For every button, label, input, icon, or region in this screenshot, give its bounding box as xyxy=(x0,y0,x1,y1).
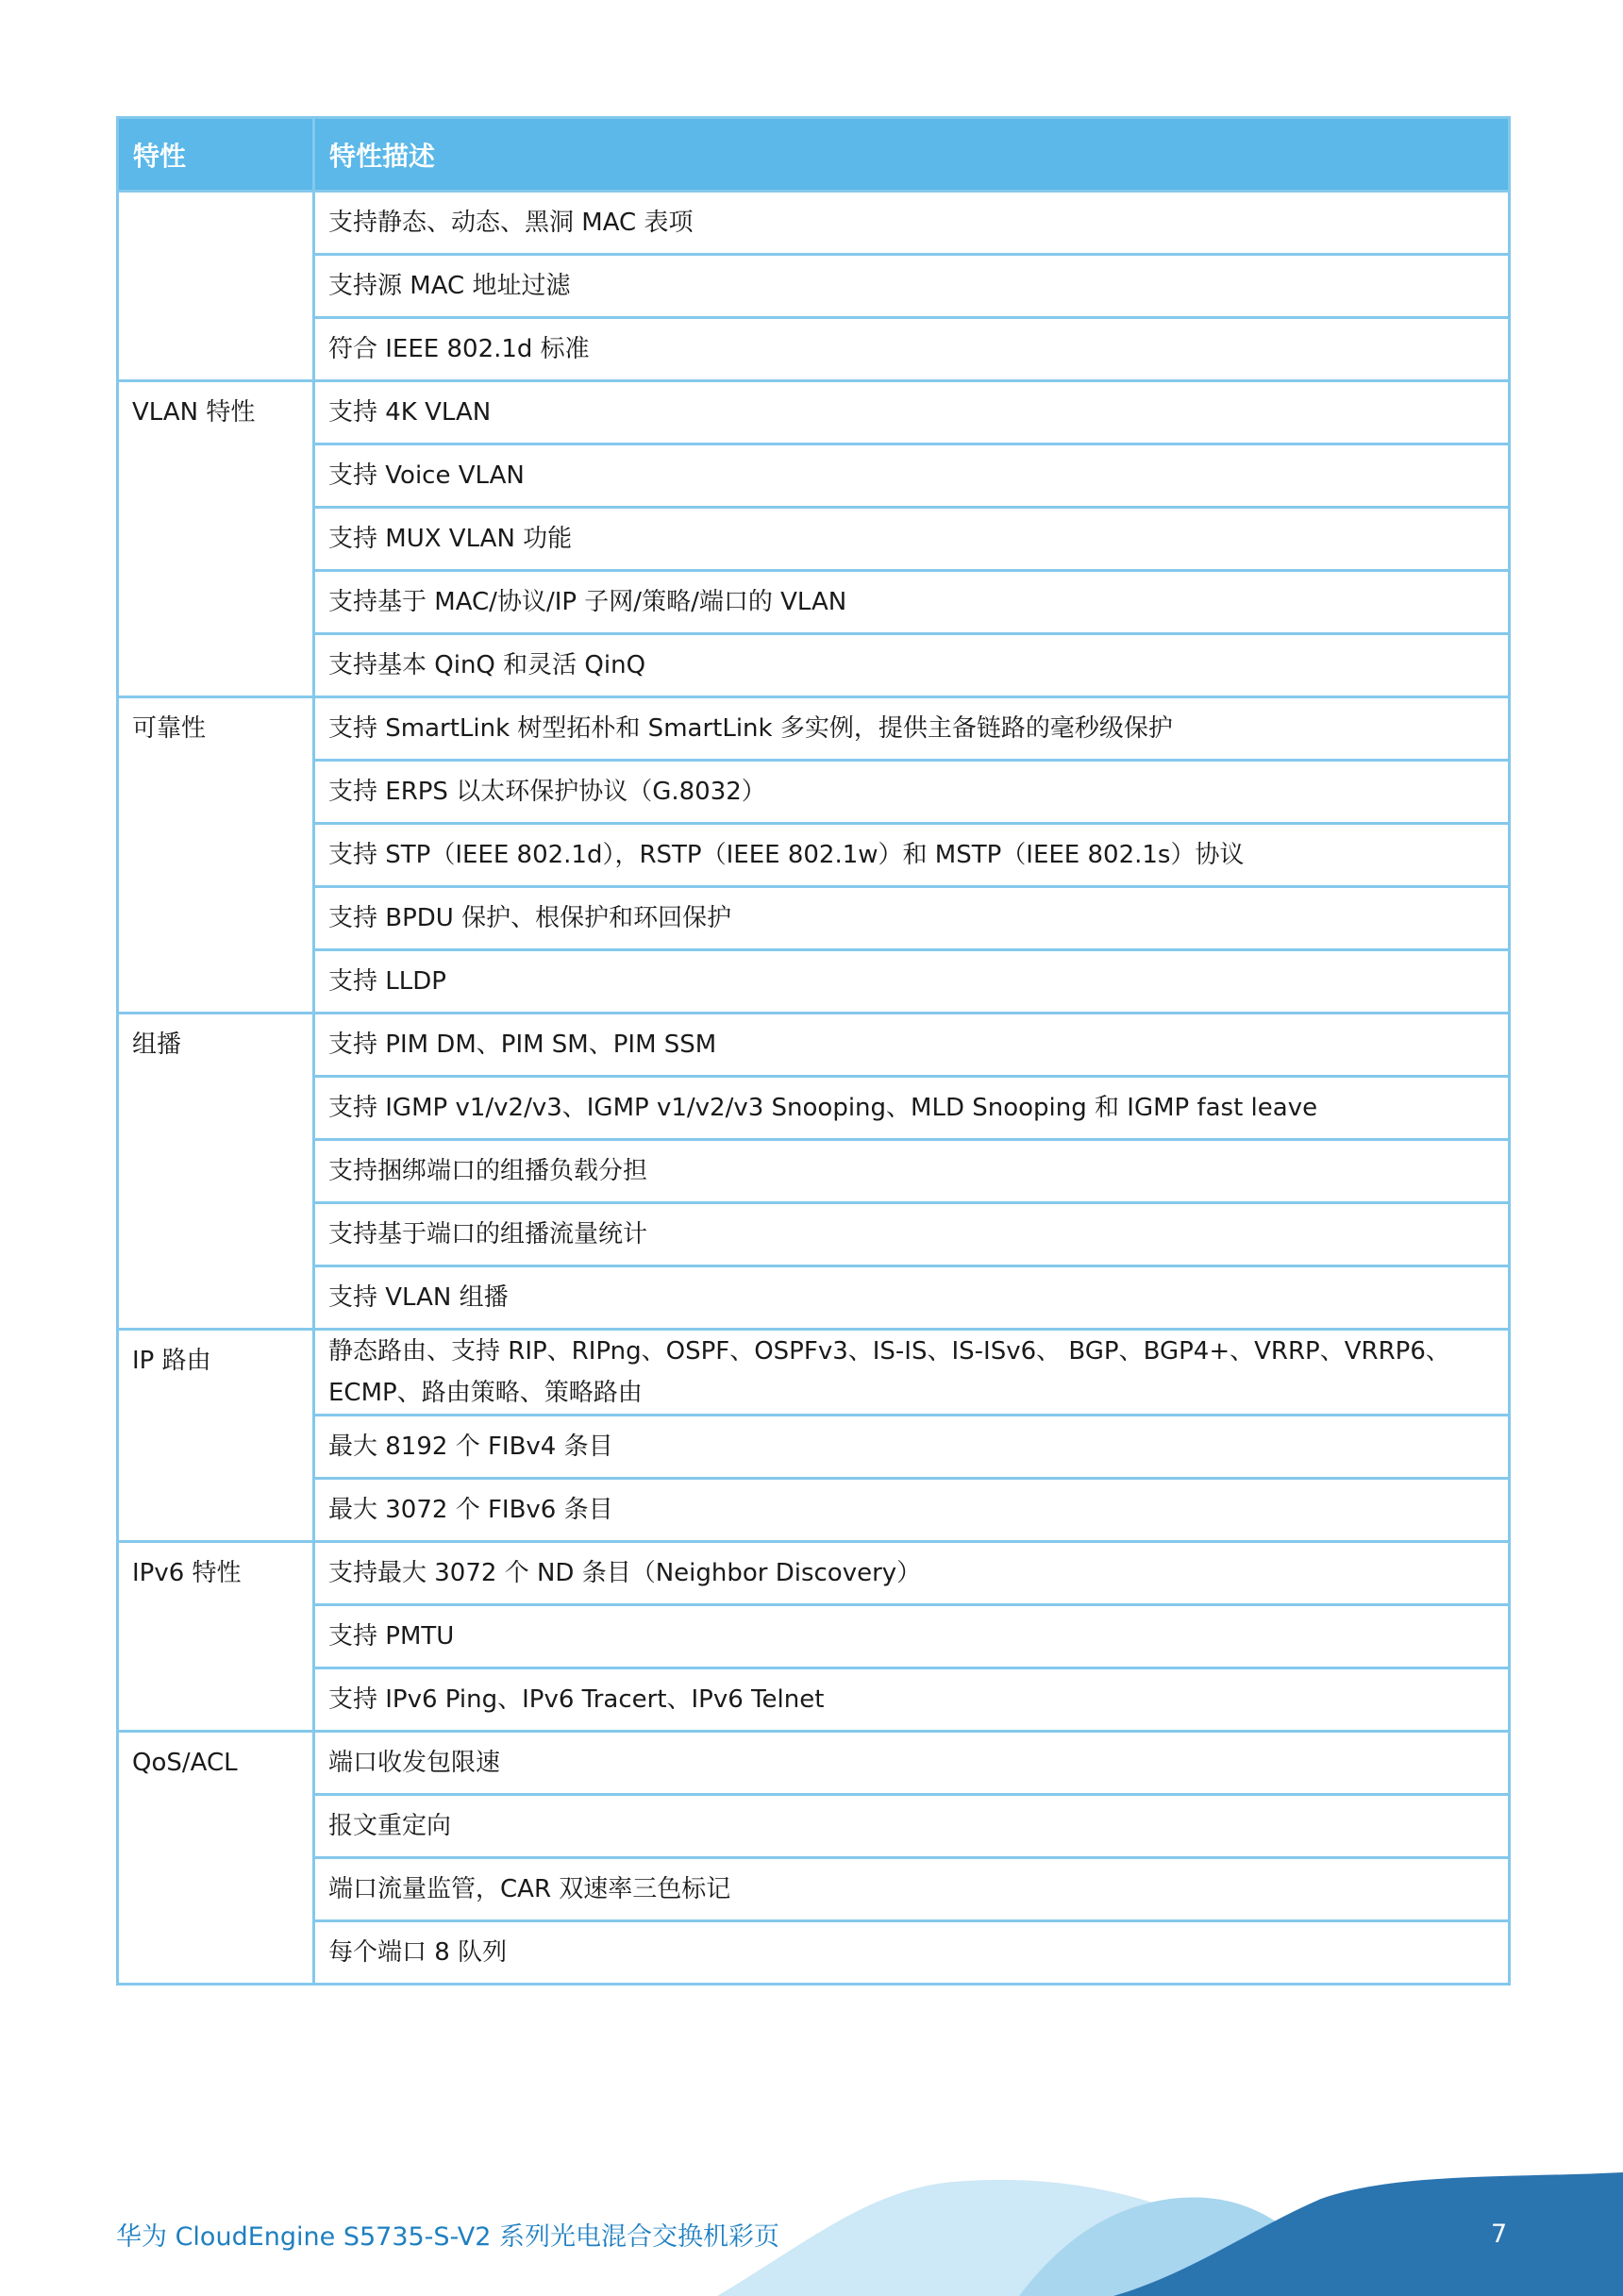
feature-description: 支持 SmartLink 树型拓朴和 SmartLink 多实例，提供主备链路的毫秒级保护 xyxy=(314,697,1510,761)
feature-description: 支持基本 QinQ 和灵活 QinQ xyxy=(314,634,1510,697)
feature-category xyxy=(118,192,314,381)
table-row xyxy=(118,1858,1510,1921)
feature-description: 端口收发包限速 xyxy=(314,1732,1510,1795)
table-row xyxy=(118,1921,1510,1985)
table-row xyxy=(118,571,1510,634)
feature-spec-table xyxy=(116,116,1511,1986)
feature-description: 报文重定向 xyxy=(314,1795,1510,1858)
feature-description: 支持 BPDU 保护、根保护和环回保护 xyxy=(314,887,1510,950)
table-row xyxy=(118,634,1510,697)
header-feature: 特性 xyxy=(118,118,314,192)
feature-description: 支持最大 3072 个 ND 条目（Neighbor Discovery） xyxy=(314,1542,1510,1605)
table-row xyxy=(118,950,1510,1014)
table-row xyxy=(118,1795,1510,1858)
table-row xyxy=(118,1266,1510,1330)
feature-category: 组播 xyxy=(118,1014,314,1330)
feature-description: 支持静态、动态、黑洞 MAC 表项 xyxy=(314,192,1510,255)
table-row xyxy=(118,255,1510,318)
feature-description: 支持 IPv6 Ping、IPv6 Tracert、IPv6 Telnet xyxy=(314,1668,1510,1732)
table-row xyxy=(118,1605,1510,1668)
feature-category: IP 路由 xyxy=(118,1330,314,1542)
page-number: 7 xyxy=(1491,2220,1508,2249)
feature-description: 支持 PMTU xyxy=(314,1605,1510,1668)
feature-description: 每个端口 8 队列 xyxy=(314,1921,1510,1985)
feature-description: 端口流量监管，CAR 双速率三色标记 xyxy=(314,1858,1510,1921)
table-row xyxy=(118,318,1510,381)
header-description: 特性描述 xyxy=(314,118,1510,192)
table-row xyxy=(118,1330,1510,1416)
feature-description: 支持 LLDP xyxy=(314,950,1510,1014)
table-row xyxy=(118,1014,1510,1077)
feature-description: 最大 8192 个 FIBv4 条目 xyxy=(314,1416,1510,1479)
table-row xyxy=(118,824,1510,887)
feature-description: 支持基于 MAC/协议/IP 子网/策略/端口的 VLAN xyxy=(314,571,1510,634)
table-row xyxy=(118,887,1510,950)
footer-document-title: 华为 CloudEngine S5735-S-V2 系列光电混合交换机彩页 xyxy=(116,2222,779,2252)
feature-description: 符合 IEEE 802.1d 标准 xyxy=(314,318,1510,381)
table-header-row xyxy=(118,118,1510,192)
feature-description: 支持 4K VLAN xyxy=(314,381,1510,444)
feature-description: 静态路由、支持 RIP、RIPng、OSPF、OSPFv3、IS-IS、IS-ISv6、 BGP、BGP4+、VRRP、VRRP6、ECMP、路由策略、策略路由 xyxy=(314,1330,1510,1416)
table-row xyxy=(118,1140,1510,1203)
feature-category: VLAN 特性 xyxy=(118,381,314,697)
feature-description: 支持基于端口的组播流量统计 xyxy=(314,1203,1510,1266)
table-row xyxy=(118,1479,1510,1542)
table-row xyxy=(118,444,1510,508)
table-row xyxy=(118,1416,1510,1479)
feature-category: 可靠性 xyxy=(118,697,314,1014)
table-row xyxy=(118,761,1510,824)
feature-description: 支持 VLAN 组播 xyxy=(314,1266,1510,1330)
feature-description: 最大 3072 个 FIBv6 条目 xyxy=(314,1479,1510,1542)
feature-description: 支持 ERPS 以太环保护协议（G.8032） xyxy=(314,761,1510,824)
feature-description: 支持 Voice VLAN xyxy=(314,444,1510,508)
table-row xyxy=(118,1077,1510,1140)
feature-description: 支持 STP（IEEE 802.1d），RSTP（IEEE 802.1w）和 MSTP（IEEE 802.1s）协议 xyxy=(314,824,1510,887)
feature-description: 支持源 MAC 地址过滤 xyxy=(314,255,1510,318)
table-row xyxy=(118,192,1510,255)
feature-description: 支持捆绑端口的组播负载分担 xyxy=(314,1140,1510,1203)
feature-description: 支持 PIM DM、PIM SM、PIM SSM xyxy=(314,1014,1510,1077)
feature-category: IPv6 特性 xyxy=(118,1542,314,1732)
table-body xyxy=(118,192,1510,1985)
table-row xyxy=(118,1203,1510,1266)
feature-description: 支持 MUX VLAN 功能 xyxy=(314,508,1510,571)
table-row xyxy=(118,1668,1510,1732)
table-row xyxy=(118,508,1510,571)
table-row xyxy=(118,697,1510,761)
table-row xyxy=(118,1542,1510,1605)
table-row xyxy=(118,1732,1510,1795)
table-row xyxy=(118,381,1510,444)
feature-category: QoS/ACL xyxy=(118,1732,314,1985)
feature-description: 支持 IGMP v1/v2/v3、IGMP v1/v2/v3 Snooping、MLD Snooping 和 IGMP fast leave xyxy=(314,1077,1510,1140)
